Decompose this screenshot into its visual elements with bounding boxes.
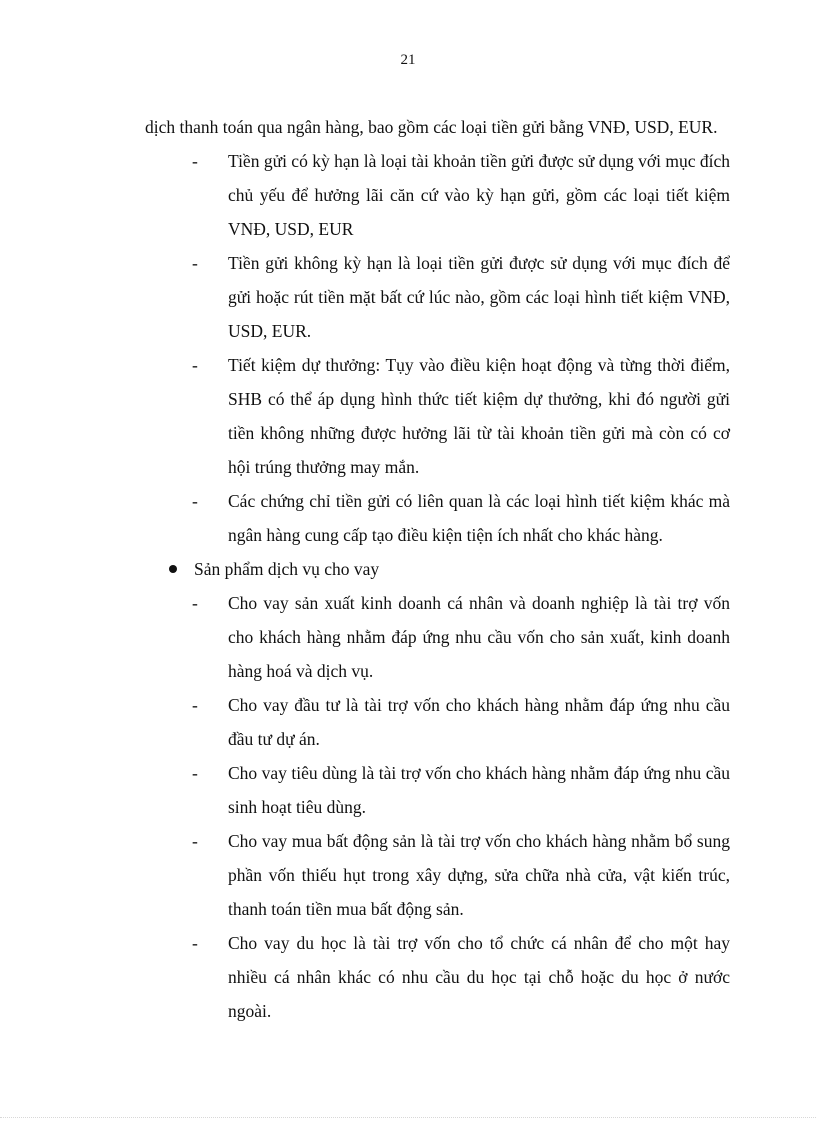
- bullet-icon: [169, 565, 177, 573]
- list-item-text: Các chứng chỉ tiền gửi có liên quan là các loại hình tiết kiệm khác mà ngân hàng cung cấp tạo điều kiện tiện ích nhất cho khác hàng.: [228, 491, 730, 545]
- dash-marker: -: [192, 253, 198, 273]
- deposit-item-term-deposit: [145, 144, 730, 246]
- loan-item-study-abroad: [145, 926, 730, 1028]
- deposit-item-demand-deposit: [145, 246, 730, 348]
- loan-item-business: [145, 586, 730, 688]
- list-item-text: Cho vay sản xuất kinh doanh cá nhân và doanh nghiệp là tài trợ vốn cho khách hàng nhằm đáp ứng nhu cầu vốn cho sản xuất, kinh doanh hàng hoá và dịch vụ.: [228, 593, 730, 681]
- dash-marker: -: [192, 763, 198, 783]
- list-item-text: Tiết kiệm dự thưởng: Tụy vào điều kiện hoạt động và từng thời điểm, SHB có thể áp dụng hình thức tiết kiệm dự thưởng, khi đó người gửi tiền không những được hưởng lãi từ tài khoản tiền gửi mà còn có cơ hội trúng thưởng may mắn.: [228, 355, 730, 477]
- loan-item-investment: [145, 688, 730, 756]
- dash-marker: -: [192, 491, 198, 511]
- dash-marker: -: [192, 151, 198, 171]
- loan-item-real-estate: [145, 824, 730, 926]
- document-body: [145, 110, 730, 1028]
- page-number: 21: [400, 52, 416, 68]
- list-item-text: Cho vay tiêu dùng là tài trợ vốn cho khách hàng nhằm đáp ứng nhu cầu sinh hoạt tiêu dùng.: [228, 763, 730, 817]
- dash-marker: -: [192, 355, 198, 375]
- list-item-text: Tiền gửi không kỳ hạn là loại tiền gửi được sử dụng với mục đích để gửi hoặc rút tiền mặt bất cứ lúc nào, gồm các loại hình tiết kiệm VNĐ, USD, EUR.: [228, 253, 730, 341]
- loan-item-consumer: [145, 756, 730, 824]
- section-heading-text: Sản phẩm dịch vụ cho vay: [194, 559, 380, 579]
- intro-paragraph: dịch thanh toán qua ngân hàng, bao gồm các loại tiền gửi bằng VNĐ, USD, EUR.: [145, 117, 718, 137]
- dash-marker: -: [192, 695, 198, 715]
- list-item-text: Cho vay mua bất động sản là tài trợ vốn cho khách hàng nhằm bổ sung phần vốn thiếu hụt trong xây dựng, sửa chữa nhà cửa, vật kiến trúc, thanh toán tiền mua bất động sản.: [228, 831, 730, 919]
- list-item-text: Tiền gửi có kỳ hạn là loại tài khoản tiền gửi được sử dụng với mục đích chủ yếu để hưởng lãi căn cứ vào kỳ hạn gửi, gồm các loại tiết kiệm VNĐ, USD, EUR: [228, 151, 730, 239]
- list-item-text: Cho vay đầu tư là tài trợ vốn cho khách hàng nhằm đáp ứng nhu cầu đầu tư dự án.: [228, 695, 730, 749]
- list-item-text: Cho vay du học là tài trợ vốn cho tổ chức cá nhân để cho một hay nhiều cá nhân khác có nhu cầu du học tại chỗ hoặc du học ở nước ngoài.: [228, 933, 730, 1021]
- dash-marker: -: [192, 831, 198, 851]
- deposit-item-certificates: [145, 484, 730, 552]
- page-bottom-divider: [0, 1117, 816, 1118]
- loan-section-heading: [145, 552, 730, 586]
- dash-marker: -: [192, 593, 198, 613]
- deposit-item-prize-savings: [145, 348, 730, 484]
- dash-marker: -: [192, 933, 198, 953]
